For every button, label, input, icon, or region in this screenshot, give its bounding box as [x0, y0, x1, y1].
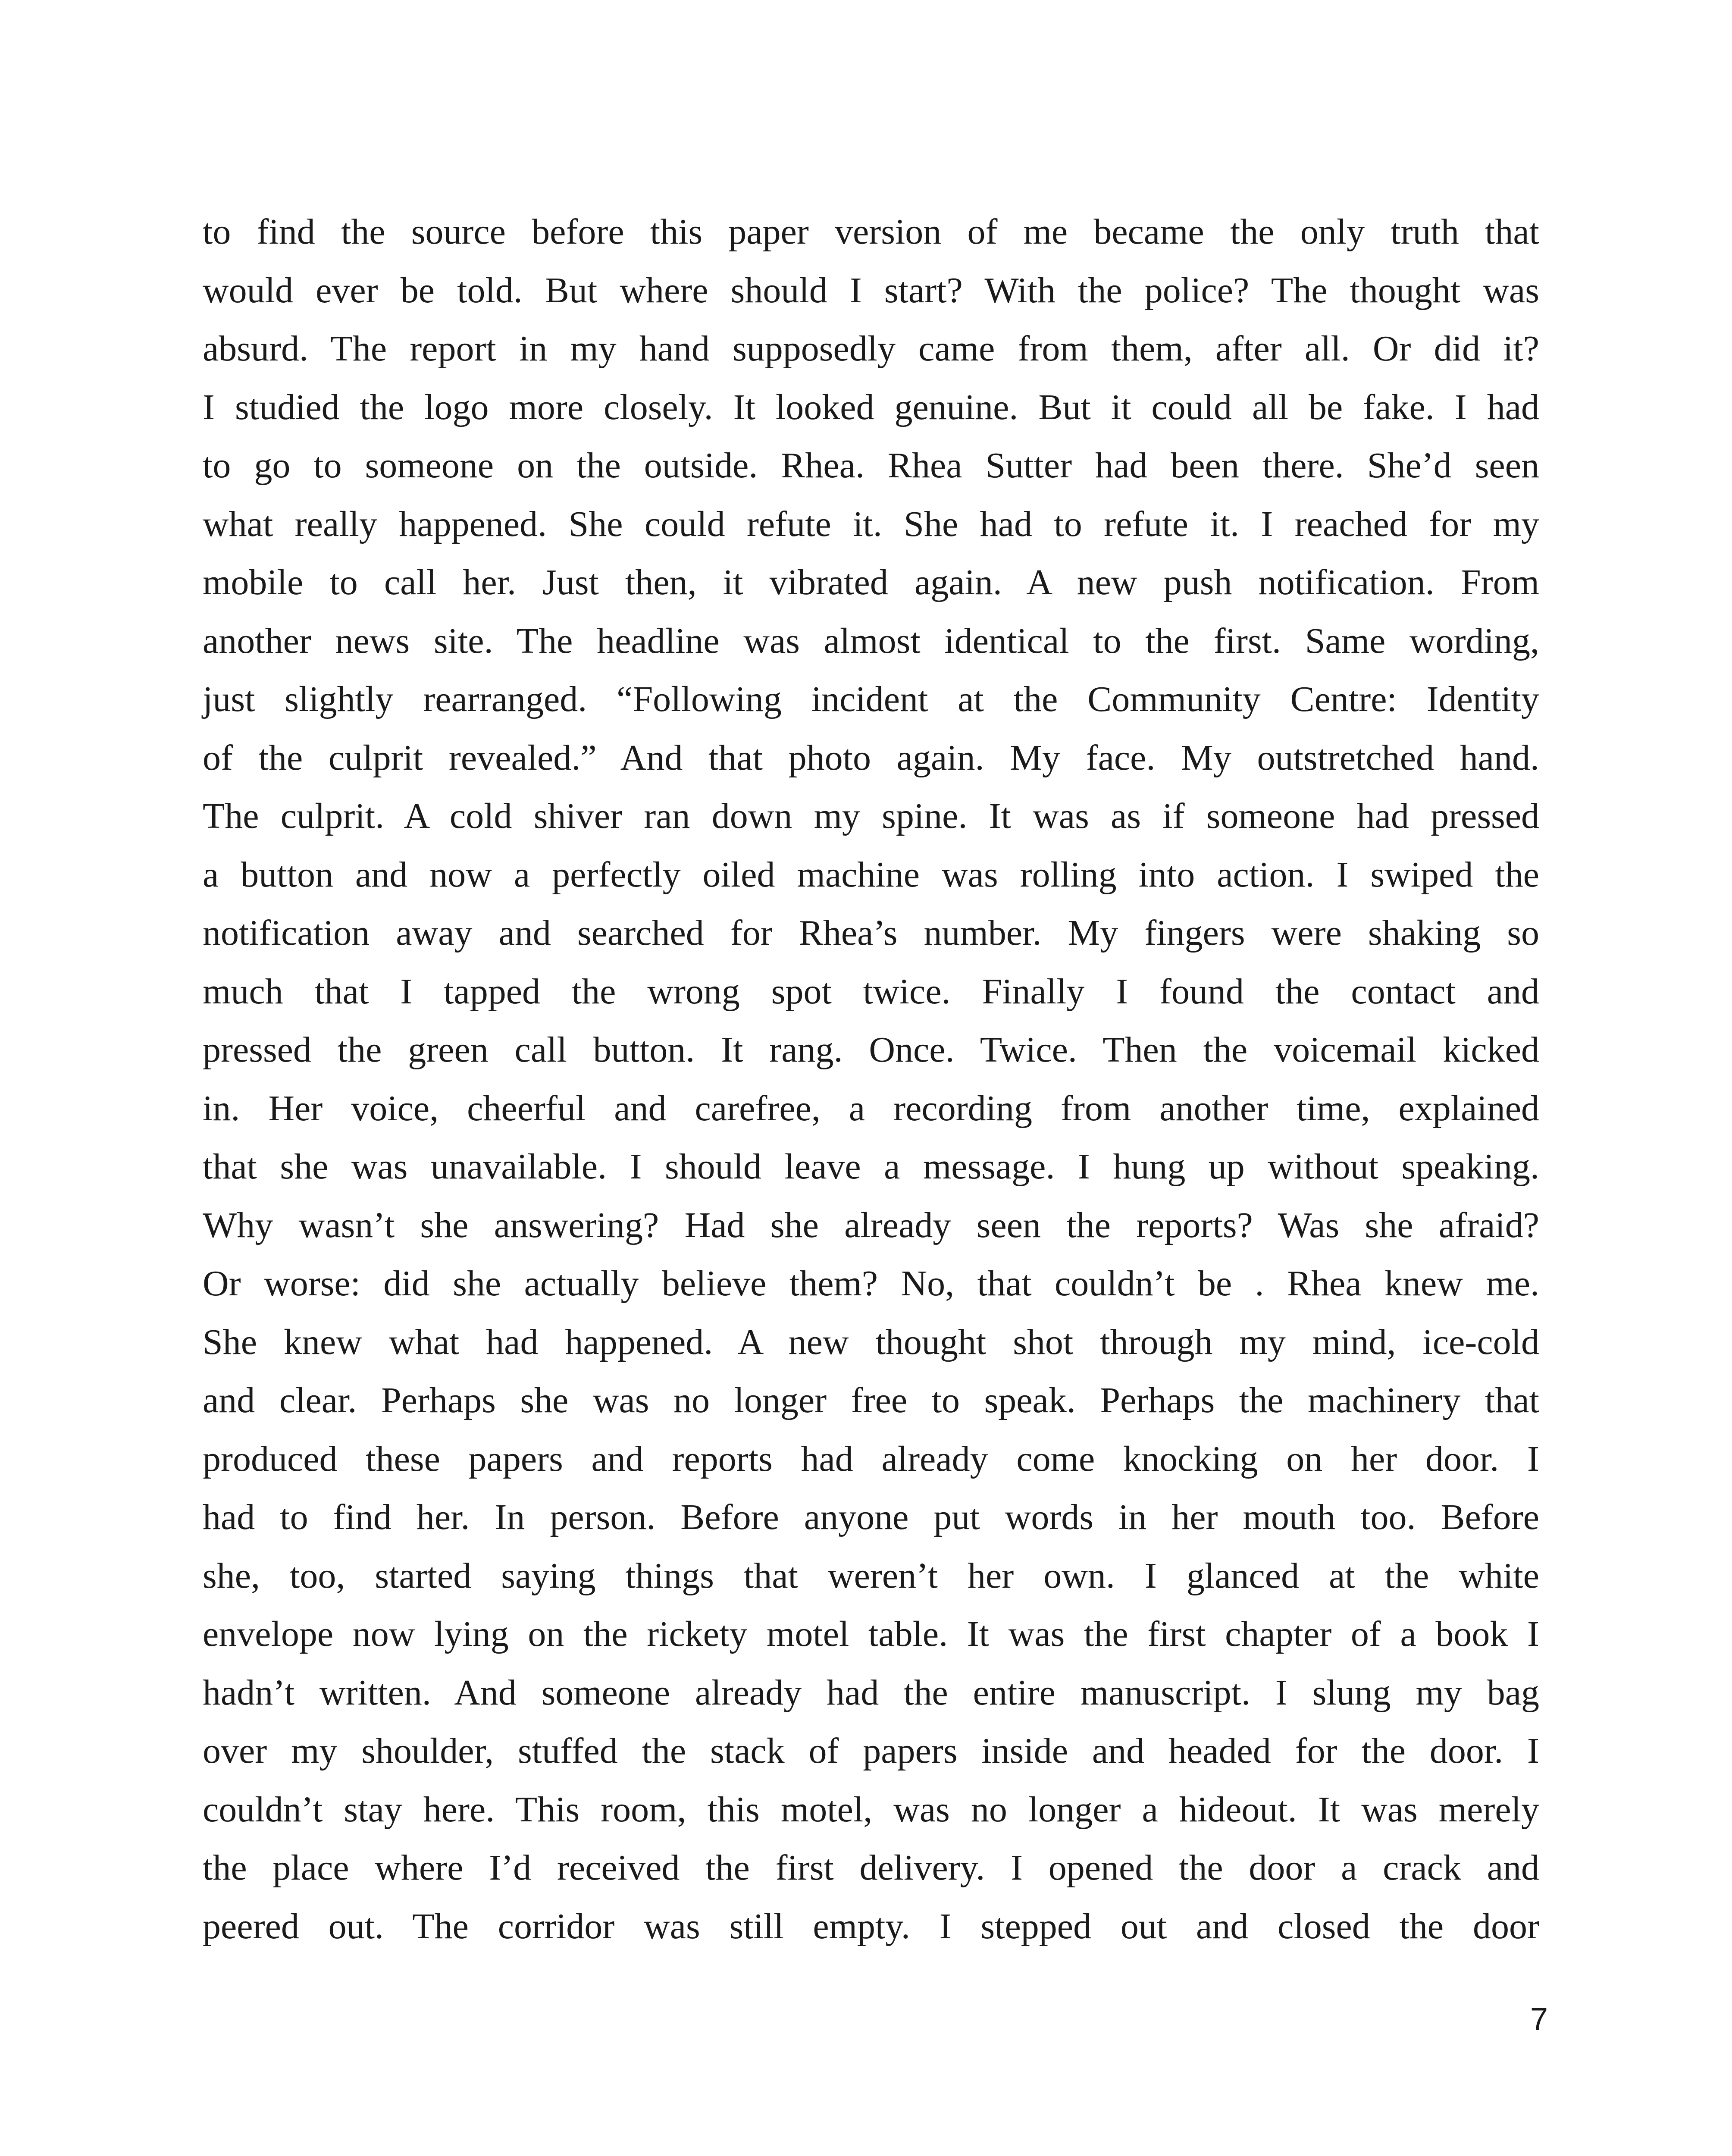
text-line: to go to someone on the outside. Rhea. Rhea Sutter had been there. She’d seen	[203, 445, 1539, 486]
text-line: Or worse: did she actually believe them? No, that couldn’t be . Rhea knew me.	[203, 1263, 1539, 1304]
text-line: would ever be told. But where should I start? With the police? The thought was	[203, 270, 1539, 310]
text-line: the place where I’d received the first delivery. I opened the door a crack and	[203, 1848, 1539, 1888]
text-line: peered out. The corridor was still empty. I stepped out and closed the door	[203, 1906, 1539, 1946]
text-line: couldn’t stay here. This room, this motel, was no longer a hideout. It was merely	[203, 1789, 1539, 1830]
text-line: over my shoulder, stuffed the stack of papers inside and headed for the door. I	[203, 1731, 1539, 1771]
text-line: pressed the green call button. It rang. Once. Twice. Then the voicemail kicked	[203, 1030, 1539, 1070]
text-line: The culprit. A cold shiver ran down my spine. It was as if someone had pressed	[203, 796, 1539, 836]
text-line: what really happened. She could refute it. She had to refute it. I reached for my	[203, 504, 1539, 544]
text-line: She knew what had happened. A new thought shot through my mind, ice-cold	[203, 1322, 1539, 1362]
text-line: much that I tapped the wrong spot twice. Finally I found the contact and	[203, 971, 1539, 1012]
body-paragraph	[203, 203, 1539, 1955]
text-line: to find the source before this paper version of me became the only truth that	[203, 212, 1539, 252]
text-line: Why wasn’t she answering? Had she already seen the reports? Was she afraid?	[203, 1205, 1539, 1245]
text-line: that she was unavailable. I should leave a message. I hung up without speaking.	[203, 1147, 1539, 1187]
text-line: in. Her voice, cheerful and carefree, a recording from another time, explained	[203, 1088, 1539, 1128]
text-line: notification away and searched for Rhea’s number. My fingers were shaking so	[203, 913, 1539, 953]
text-line: just slightly rearranged. “Following incident at the Community Centre: Identity	[203, 679, 1539, 719]
text-line: hadn’t written. And someone already had the entire manuscript. I slung my bag	[203, 1672, 1539, 1713]
text-line: I studied the logo more closely. It looked genuine. But it could all be fake. I had	[203, 387, 1539, 427]
text-line: absurd. The report in my hand supposedly came from them, after all. Or did it?	[203, 329, 1539, 369]
text-line: she, too, started saying things that weren’t her own. I glanced at the white	[203, 1555, 1539, 1596]
text-line: and clear. Perhaps she was no longer free to speak. Perhaps the machinery that	[203, 1380, 1539, 1420]
text-line: envelope now lying on the rickety motel table. It was the first chapter of a book I	[203, 1614, 1539, 1654]
text-line: mobile to call her. Just then, it vibrated again. A new push notification. From	[203, 562, 1539, 602]
text-line: of the culprit revealed.” And that photo again. My face. My outstretched hand.	[203, 737, 1539, 778]
page-number: 7	[1530, 2001, 1548, 2037]
text-line: produced these papers and reports had already come knocking on her door. I	[203, 1438, 1539, 1479]
text-line: another news site. The headline was almost identical to the first. Same wording,	[203, 620, 1539, 661]
text-line: a button and now a perfectly oiled machine was rolling into action. I swiped the	[203, 854, 1539, 895]
text-line: had to find her. In person. Before anyone put words in her mouth too. Before	[203, 1497, 1539, 1537]
